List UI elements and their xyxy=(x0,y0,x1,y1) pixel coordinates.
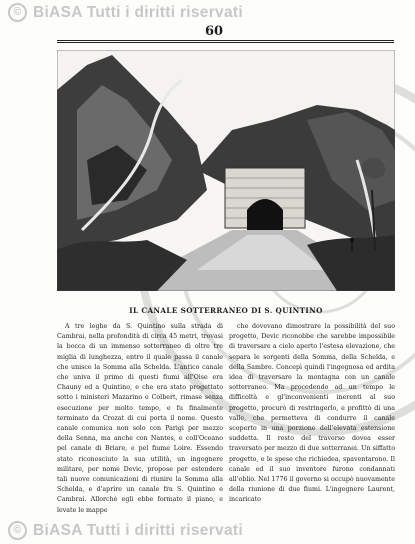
article-paragraph: che dovevano dimostrare la possibilità del suo progetto, Devic riconobbe che sarebbe impossibile di traversare a cielo aperto l'estesa elevazione, che separa le sorgenti della Somma, della Schelda, e della Sambre. Concepì quindi l'ingegnosa ed ardita idea di traversare la montagna con un canale sotterraneo. Ma procedendo ad un tempo le difficoltà e gl'inconvenienti inerenti al suo progetto, procurò di restringerlo, e profittò di una valle, che permetteva di condurre il canale scoperto in una porzione dell'elevata estensione suddetta. Il resto del traverso dovea esser traversato per mezzo di due sotterranei. Un siffatto progetto, e le spese che richiedea, spaventarono. Il canale ed il suo inventore furono condannati all'oblio. Nel 1776 il governo si occupò nuovamente della riunione di due fiumi. L'ingegnere Laurent, incaricato xyxy=(229,323,395,504)
header-rule-thin xyxy=(57,42,394,43)
page-number: 60 xyxy=(205,24,224,39)
article-paragraph: A tre leghe da S. Quintino sulla strada di Cambrai, nella profondità di circa 45 metri, trovasi la bocca di un immenso sotterraneo di oltre tre miglia di lunghezza, entro il quale passa il canale che unisce la Somma alla Schelda. L'antico canale che univa il primo di questi fiumi all'Oise era Chauny ed a Quintino, e che era stato progettato sotto i ministeri Mazarino e Colbert, rimase senza esecuzione per molto tempo, e fu finalmente terminato da Crozat di cui porta il nome. Questo canale comunica non solo con Parigi per mezzo della Senna, ma anche con Nantes, e coll'Oceano pel canale di Briare, e pel fiume Loire. Essendo stato riconosciuto la sua utilità, un ingegnere militare, per nome Devic, propose per estendere tali nuove comunicazioni di riunire la Somma alla Schelda, e d'aprire un canale fra S. Quintino e Cambrai. Allorchè egli ebbe formato il piano, e levate le mappe xyxy=(57,323,223,514)
copyright-icon: © xyxy=(8,3,27,22)
article-column-right xyxy=(229,322,395,506)
copyright-watermark-top xyxy=(8,3,243,22)
watermark-text: BiASA Tutti i diritti riservati xyxy=(33,3,243,21)
article-column-left xyxy=(57,322,223,516)
header-rule xyxy=(57,40,394,41)
illustration-caption: IL CANALE SOTTERRANEO DI S. QUINTINO xyxy=(129,306,323,315)
watermark-text: BiASA Tutti i diritti riservati xyxy=(33,521,243,539)
copyright-watermark-bottom xyxy=(8,521,243,540)
copyright-icon: © xyxy=(8,521,27,540)
canal-tunnel-illustration xyxy=(57,50,395,291)
